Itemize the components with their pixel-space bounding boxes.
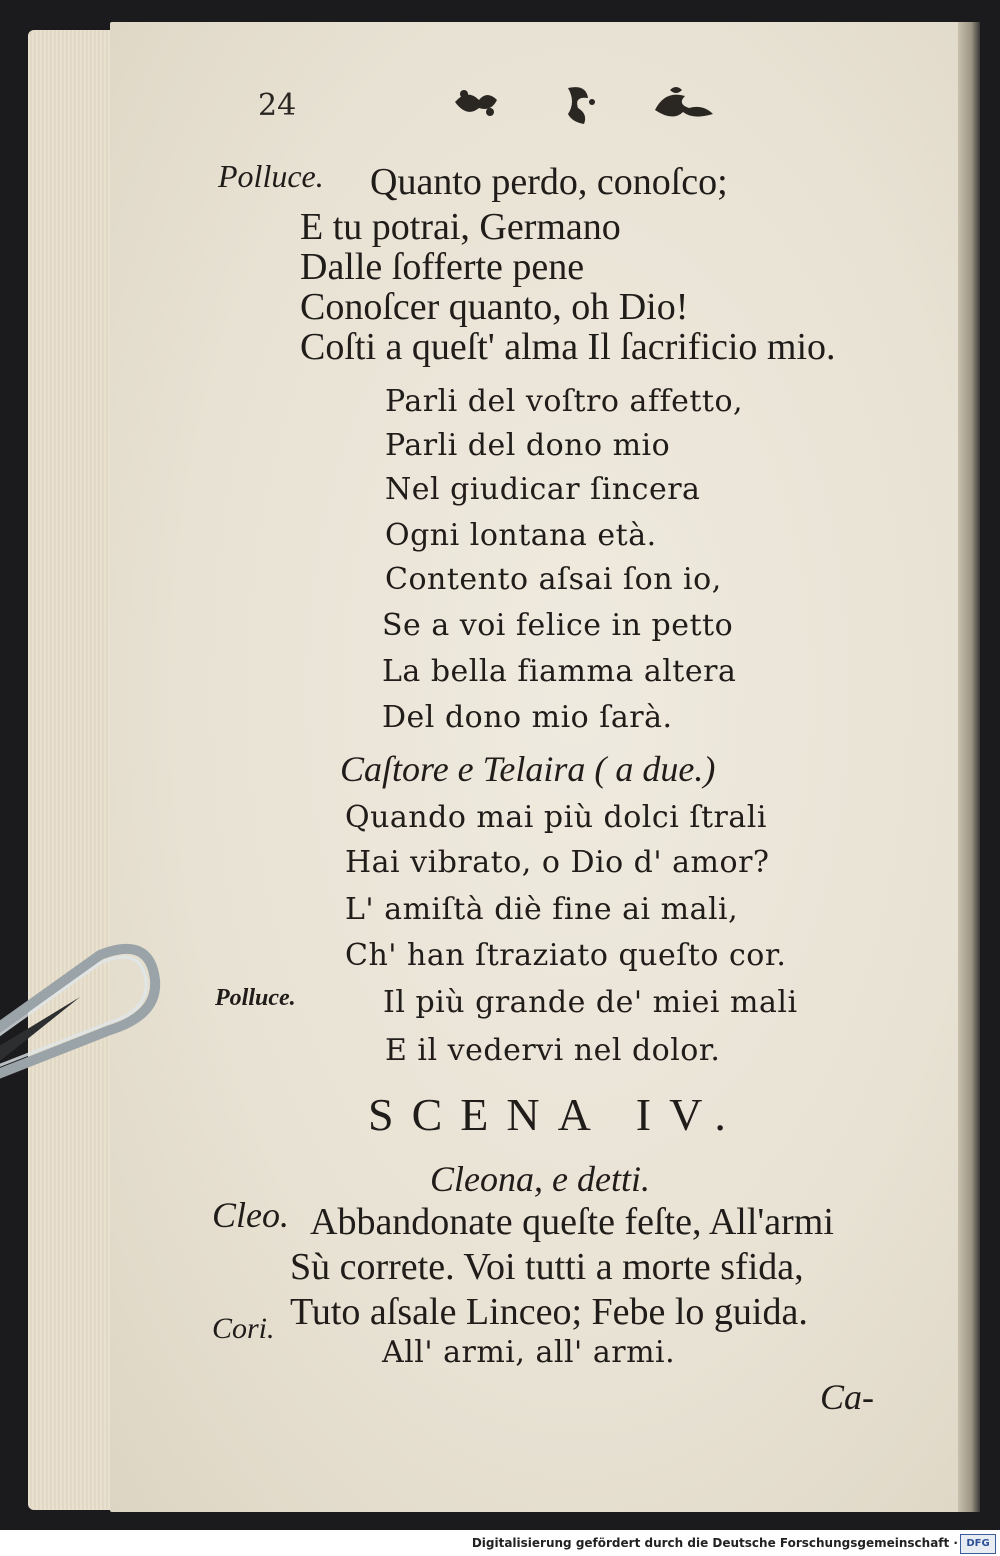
- book-clip-icon: [0, 935, 170, 1085]
- page-edges: [28, 30, 120, 1510]
- speaker-cori: Cori.: [212, 1312, 275, 1345]
- printer-ornament-icon: [450, 80, 720, 130]
- duet-line: L' amiſtà diè fine ai mali,: [345, 892, 739, 927]
- aria-line: Ogni lontana età.: [385, 518, 657, 553]
- speaker-polluce: Polluce.: [218, 158, 324, 194]
- verse-line: E tu potrai, Germano: [300, 206, 621, 248]
- footer-credit: Digitalisierung gefördert durch die Deutsche Forschungsgemeinschaft ·: [471, 1536, 958, 1550]
- catchword: Ca-: [820, 1377, 874, 1417]
- aria-line: La bella fiamma altera: [382, 654, 737, 689]
- verse-line: Dalle ſofferte pene: [300, 246, 585, 288]
- duet-line: Hai vibrato, o Dio d' amor?: [345, 845, 770, 880]
- duet-line: Quando mai più dolci ſtrali: [345, 800, 767, 835]
- duet-heading: Caſtore e Telaira ( a due.): [340, 749, 716, 789]
- verse-line: Il più grande de' miei mali: [383, 985, 798, 1020]
- duet-line: Ch' han ſtraziato queſto cor.: [345, 938, 787, 973]
- right-page-edge: [958, 22, 980, 1512]
- verse-line: Sù correte. Voi tutti a morte sfida,: [290, 1246, 804, 1288]
- verse-line: All' armi, all' armi.: [382, 1335, 676, 1370]
- aria-line: Se a voi felice in petto: [382, 608, 734, 643]
- aria-line: Nel giudicar ſincera: [385, 472, 701, 507]
- aria-line: Parli del dono mio: [385, 428, 671, 463]
- page-number: 24: [258, 88, 297, 123]
- aria-line: Contento aſsai ſon io,: [385, 562, 722, 597]
- scene-subtitle: Cleona, e detti.: [430, 1159, 650, 1199]
- verse-line: Coſti a queſt' alma Il ſacrificio mio.: [300, 326, 836, 368]
- speaker-cleo: Cleo.: [212, 1195, 289, 1235]
- verse-line: Quanto perdo, conoſco;: [370, 161, 728, 203]
- verse-line: E il vedervi nel dolor.: [385, 1033, 721, 1068]
- verse-line: Abbandonate queſte feſte, All'armi: [310, 1201, 834, 1243]
- dfg-logo: DFG: [960, 1534, 996, 1554]
- verse-line: Conoſcer quanto, oh Dio!: [300, 286, 689, 328]
- aria-line: Parli del voſtro affetto,: [385, 384, 744, 419]
- speaker-polluce-reply: Polluce.: [215, 985, 296, 1011]
- digitization-footer: [0, 1530, 1000, 1556]
- aria-line: Del dono mio ſarà.: [382, 700, 673, 735]
- scene-title: SCENA IV.: [368, 1089, 744, 1140]
- verse-line: Tuto aſsale Linceo; Febe lo guida.: [290, 1291, 808, 1333]
